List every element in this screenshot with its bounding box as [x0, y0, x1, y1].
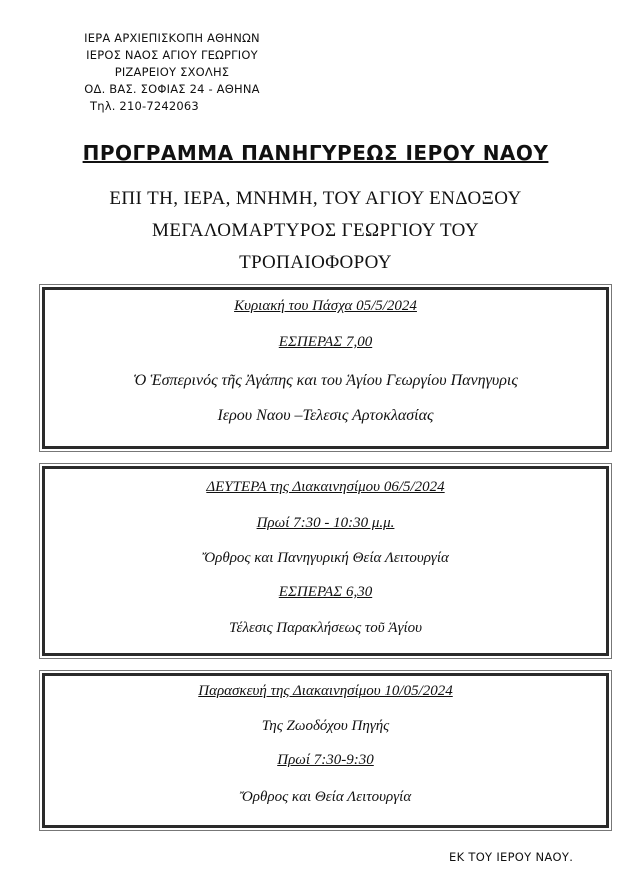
box3-feast-name: Της Ζωοδόχου Πηγής	[261, 718, 390, 734]
header-church-name: ΙΕΡΟΣ ΝΑΟΣ ΑΓΙΟΥ ΓΕΩΡΓΙΟΥ	[86, 48, 258, 62]
schedule-box-monday	[42, 466, 609, 656]
box3-service-line: Ὄρθρος και Θεία Λειτουργία	[239, 789, 412, 805]
header-phone: Τηλ. 210-7242063	[90, 99, 199, 113]
church-header	[62, 30, 282, 115]
header-archdiocese: ΙΕΡΑ ΑΡΧΙΕΠΙΣΚΟΠΗ ΑΘΗΝΩΝ	[84, 31, 260, 45]
box2-evening-time: ΕΣΠΕΡΑΣ 6,30	[278, 584, 373, 600]
subtitle-line-2: ΜΕΓΑΛΟΜΑΡΤΥΡΟΣ ΓΕΩΡΓΙΟΥ ΤΟΥ	[152, 220, 479, 241]
subtitle-line-1: ΕΠΙ ΤΗ, ΙΕΡΑ, ΜΝΗΜΗ, ΤΟΥ ΑΓΙΟΥ ΕΝΔΟΞΟΥ	[109, 188, 522, 209]
page-title: ΠΡΟΓΡΑΜΜΑ ΠΑΝΗΓΥΡΕΩΣ ΙΕΡΟΥ ΝΑΟΥ	[82, 141, 549, 165]
box1-service-line-2: Ιερου Ναου –Τελεσις Αρτοκλασίας	[217, 407, 434, 424]
box2-service-line-2: Τέλεσις Παρακλήσεως τοῦ Ἁγίου	[228, 620, 423, 636]
box2-morning-time: Πρωί 7:30 - 10:30 μ.μ.	[256, 515, 395, 531]
box2-service-line-1: Ὄρθρος και Πανηγυρική Θεία Λειτουργία	[202, 550, 449, 566]
signature: ΕΚ ΤΟΥ ΙΕΡΟΥ ΝΑΟΥ.	[449, 850, 574, 864]
box1-service-line-1: Ὁ Ἑσπερινός τῆς Ἀγάπης και του Ἁγίου Γεωργίου Πανηγυρις	[133, 372, 518, 389]
subtitle-line-3: ΤΡΟΠΑΙΟΦΟΡΟΥ	[239, 252, 392, 273]
header-address: ΟΔ. ΒΑΣ. ΣΟΦΙΑΣ 24 - ΑΘΗΝΑ	[84, 82, 260, 96]
box1-evening-time: ΕΣΠΕΡΑΣ 7,00	[278, 334, 373, 350]
box3-date: Παρασκευή της Διακαινησίμου 10/05/2024	[198, 683, 453, 699]
schedule-box-friday	[42, 673, 609, 828]
header-school: ΡΙΖΑΡΕΙΟΥ ΣΧΟΛΗΣ	[114, 65, 230, 79]
schedule-box-sunday	[42, 287, 609, 449]
box2-date: ΔΕΥΤΕΡΑ της Διακαινησίμου 06/5/2024	[206, 479, 445, 495]
box1-date: Κυριακή του Πάσχα 05/5/2024	[234, 298, 417, 314]
box3-morning-time: Πρωί 7:30-9:30	[277, 752, 374, 768]
page-subtitle	[0, 183, 631, 279]
